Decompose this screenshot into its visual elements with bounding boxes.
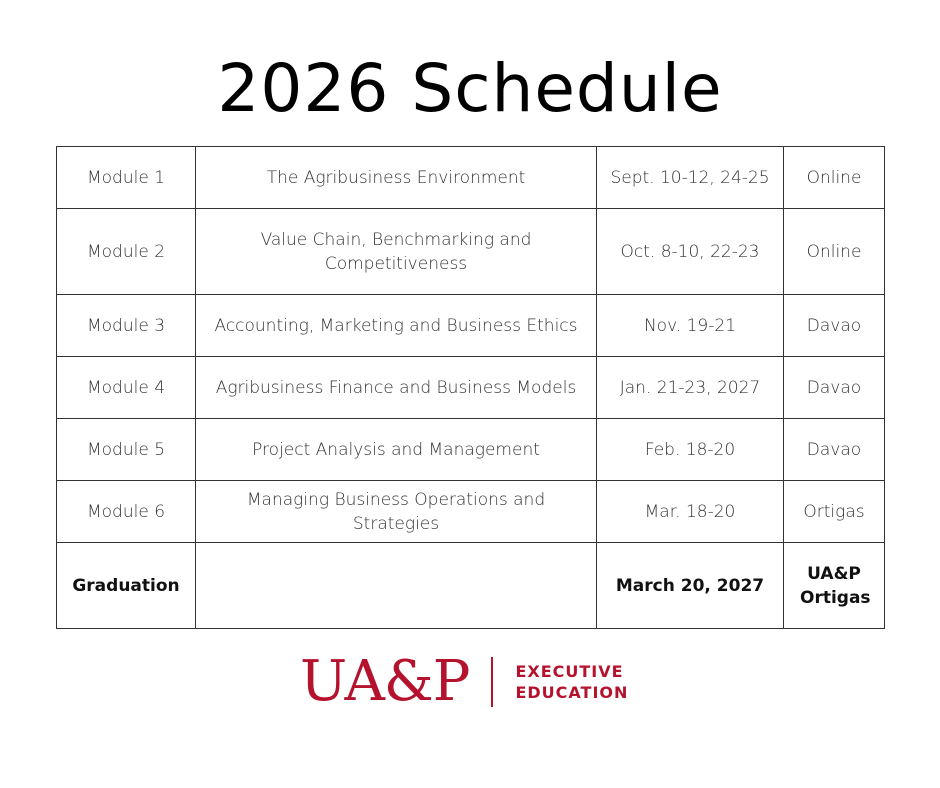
module-cell: Module 2 [57,209,196,295]
table-row [57,295,885,357]
logo-tagline [515,661,628,703]
venue-cell: Online [784,147,885,209]
graduation-row [57,543,885,629]
topic-cell: Value Chain, Benchmarking and Competitiveness [196,209,597,295]
table-row [57,147,885,209]
topic-cell: Project Analysis and Management [196,419,597,481]
dates-cell: Oct. 8-10, 22-23 [597,209,784,295]
module-cell: Module 5 [57,419,196,481]
dates-cell: Nov. 19-21 [597,295,784,357]
module-cell: Module 1 [57,147,196,209]
dates-cell: Jan. 21-23, 2027 [597,357,784,419]
venue-cell: Ortigas [784,481,885,543]
venue-cell: Davao [784,295,885,357]
module-cell: Module 4 [57,357,196,419]
table-row [57,209,885,295]
topic-cell: The Agribusiness Environment [196,147,597,209]
logo-line-1: EXECUTIVE [515,662,624,681]
uap-logo [300,649,629,714]
table-row [57,481,885,543]
table-row [57,419,885,481]
topic-cell: Managing Business Operations and Strategies [196,481,597,543]
table-row [57,357,885,419]
topic-cell [196,543,597,629]
module-cell: Module 3 [57,295,196,357]
logo-divider [491,657,493,707]
topic-cell: Accounting, Marketing and Business Ethics [196,295,597,357]
dates-cell: March 20, 2027 [597,543,784,629]
dates-cell: Feb. 18-20 [597,419,784,481]
venue-cell: UA&P Ortigas [784,543,885,629]
logo-wordmark: UA&P [300,649,470,714]
schedule-table [56,146,885,629]
dates-cell: Sept. 10-12, 24-25 [597,147,784,209]
venue-cell: Online [784,209,885,295]
page-title: 2026 Schedule [217,50,723,127]
venue-cell: Davao [784,357,885,419]
dates-cell: Mar. 18-20 [597,481,784,543]
topic-cell: Agribusiness Finance and Business Models [196,357,597,419]
logo-line-2: EDUCATION [515,683,629,702]
venue-cell: Davao [784,419,885,481]
module-cell: Module 6 [57,481,196,543]
module-cell: Graduation [57,543,196,629]
